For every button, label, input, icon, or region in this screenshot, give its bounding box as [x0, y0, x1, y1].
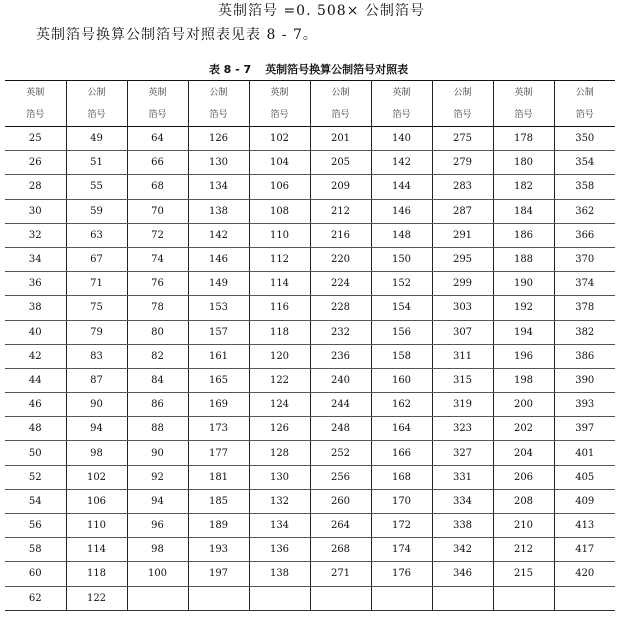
table-cell: 172	[371, 514, 432, 538]
table-cell: 216	[310, 223, 371, 247]
table-cell: 67	[66, 247, 127, 271]
table-cell: 161	[188, 344, 249, 368]
table-cell: 102	[249, 127, 310, 151]
table-cell: 170	[371, 489, 432, 513]
table-cell: 44	[5, 368, 66, 392]
table-cell: 126	[188, 127, 249, 151]
table-cell: 132	[249, 489, 310, 513]
table-row	[5, 489, 615, 513]
table-cell: 130	[249, 465, 310, 489]
table-cell: 409	[554, 489, 615, 513]
table-cell: 287	[432, 199, 493, 223]
table-cell: 271	[310, 562, 371, 586]
table-cell: 118	[66, 562, 127, 586]
column-header: 英制 箔号	[249, 81, 310, 127]
table-cell: 144	[371, 175, 432, 199]
table-body	[5, 127, 615, 611]
table-cell: 362	[554, 199, 615, 223]
table-cell: 138	[188, 199, 249, 223]
table-cell: 82	[127, 344, 188, 368]
table-cell: 200	[493, 393, 554, 417]
table-cell: 102	[66, 465, 127, 489]
table-cell: 194	[493, 320, 554, 344]
table-cell: 110	[66, 514, 127, 538]
table-cell: 140	[371, 127, 432, 151]
table-cell: 401	[554, 441, 615, 465]
column-header: 公制 箔号	[66, 81, 127, 127]
column-header: 公制 箔号	[188, 81, 249, 127]
table-cell: 224	[310, 272, 371, 296]
table-cell: 180	[493, 151, 554, 175]
table-cell: 275	[432, 127, 493, 151]
table-cell: 378	[554, 296, 615, 320]
table-row	[5, 296, 615, 320]
table-cell: 146	[371, 199, 432, 223]
table-row	[5, 393, 615, 417]
table-cell	[127, 586, 188, 610]
table-cell: 283	[432, 175, 493, 199]
table-cell: 149	[188, 272, 249, 296]
table-cell: 84	[127, 368, 188, 392]
table-cell: 264	[310, 514, 371, 538]
table-cell: 124	[249, 393, 310, 417]
table-cell: 75	[66, 296, 127, 320]
table-cell: 122	[249, 368, 310, 392]
table-title: 英制箔号换算公制箔号对照表	[265, 63, 409, 76]
table-cell: 118	[249, 320, 310, 344]
table-cell: 162	[371, 393, 432, 417]
table-cell: 311	[432, 344, 493, 368]
table-cell: 96	[127, 514, 188, 538]
table-row	[5, 272, 615, 296]
table-row	[5, 562, 615, 586]
table-cell: 196	[493, 344, 554, 368]
table-cell: 248	[310, 417, 371, 441]
table-cell: 240	[310, 368, 371, 392]
table-cell: 42	[5, 344, 66, 368]
table-cell: 86	[127, 393, 188, 417]
table-cell: 88	[127, 417, 188, 441]
table-cell: 370	[554, 247, 615, 271]
table-cell: 168	[371, 465, 432, 489]
table-row	[5, 344, 615, 368]
table-cell: 142	[371, 151, 432, 175]
table-cell: 120	[249, 344, 310, 368]
table-cell: 90	[127, 441, 188, 465]
table-cell: 98	[66, 441, 127, 465]
table-cell: 201	[310, 127, 371, 151]
table-cell: 64	[127, 127, 188, 151]
table-cell: 153	[188, 296, 249, 320]
table-cell: 134	[188, 175, 249, 199]
table-cell: 215	[493, 562, 554, 586]
table-cell: 189	[188, 514, 249, 538]
table-cell: 83	[66, 344, 127, 368]
column-header: 英制 箔号	[127, 81, 188, 127]
table-cell: 323	[432, 417, 493, 441]
table-cell: 182	[493, 175, 554, 199]
table-cell: 244	[310, 393, 371, 417]
table-cell: 126	[249, 417, 310, 441]
table-cell: 358	[554, 175, 615, 199]
table-row	[5, 586, 615, 610]
table-cell: 236	[310, 344, 371, 368]
table-cell: 212	[310, 199, 371, 223]
table-cell: 158	[371, 344, 432, 368]
table-cell: 279	[432, 151, 493, 175]
table-cell: 346	[432, 562, 493, 586]
table-cell: 78	[127, 296, 188, 320]
column-header: 公制 箔号	[554, 81, 615, 127]
table-cell: 307	[432, 320, 493, 344]
table-cell: 59	[66, 199, 127, 223]
table-cell: 150	[371, 247, 432, 271]
table-cell: 138	[249, 562, 310, 586]
table-cell: 173	[188, 417, 249, 441]
table-cell: 342	[432, 538, 493, 562]
table-cell: 405	[554, 465, 615, 489]
table-cell: 190	[493, 272, 554, 296]
table-cell: 188	[493, 247, 554, 271]
table-cell: 252	[310, 441, 371, 465]
table-cell: 62	[5, 586, 66, 610]
table-row	[5, 247, 615, 271]
table-header-row	[5, 81, 615, 127]
table-cell: 58	[5, 538, 66, 562]
table-cell: 382	[554, 320, 615, 344]
table-cell: 334	[432, 489, 493, 513]
table-cell: 51	[66, 151, 127, 175]
table-cell: 68	[127, 175, 188, 199]
table-cell: 291	[432, 223, 493, 247]
table-cell: 350	[554, 127, 615, 151]
table-cell: 36	[5, 272, 66, 296]
table-cell: 56	[5, 514, 66, 538]
table-row	[5, 127, 615, 151]
table-cell: 106	[249, 175, 310, 199]
table-row	[5, 320, 615, 344]
table-cell: 169	[188, 393, 249, 417]
table-cell: 397	[554, 417, 615, 441]
table-cell	[493, 586, 554, 610]
table-cell: 74	[127, 247, 188, 271]
table-cell: 87	[66, 368, 127, 392]
table-cell: 98	[127, 538, 188, 562]
intro-sentence: 英制箔号换算公制箔号对照表见表 8 - 7。	[36, 27, 318, 43]
table-cell: 338	[432, 514, 493, 538]
column-header: 英制 箔号	[493, 81, 554, 127]
table-cell: 209	[310, 175, 371, 199]
reed-number-conversion-table	[5, 80, 615, 611]
table-cell: 386	[554, 344, 615, 368]
table-cell: 420	[554, 562, 615, 586]
table-cell: 48	[5, 417, 66, 441]
table-number: 表 8 - 7	[208, 63, 252, 76]
table-cell: 212	[493, 538, 554, 562]
table-cell: 72	[127, 223, 188, 247]
table-cell: 299	[432, 272, 493, 296]
column-header: 英制 箔号	[371, 81, 432, 127]
table-cell: 374	[554, 272, 615, 296]
table-cell: 186	[493, 223, 554, 247]
table-cell: 76	[127, 272, 188, 296]
table-cell: 148	[371, 223, 432, 247]
table-cell: 100	[127, 562, 188, 586]
table-cell: 79	[66, 320, 127, 344]
table-cell: 181	[188, 465, 249, 489]
table-cell: 46	[5, 393, 66, 417]
table-cell: 66	[127, 151, 188, 175]
table-cell: 204	[493, 441, 554, 465]
table-cell: 413	[554, 514, 615, 538]
table-cell	[554, 586, 615, 610]
table-cell: 193	[188, 538, 249, 562]
table-cell: 94	[66, 417, 127, 441]
table-cell: 192	[493, 296, 554, 320]
table-cell: 198	[493, 368, 554, 392]
table-row	[5, 223, 615, 247]
table-cell: 268	[310, 538, 371, 562]
table-cell: 90	[66, 393, 127, 417]
table-cell: 228	[310, 296, 371, 320]
table-row	[5, 417, 615, 441]
table-cell: 160	[371, 368, 432, 392]
table-cell	[310, 586, 371, 610]
table-row	[5, 175, 615, 199]
table-row	[5, 465, 615, 489]
table-cell: 114	[249, 272, 310, 296]
table-cell: 157	[188, 320, 249, 344]
table-cell: 331	[432, 465, 493, 489]
table-cell: 71	[66, 272, 127, 296]
table-cell: 116	[249, 296, 310, 320]
table-cell: 208	[493, 489, 554, 513]
table-cell: 303	[432, 296, 493, 320]
table-cell: 152	[371, 272, 432, 296]
table-cell: 220	[310, 247, 371, 271]
table-cell: 106	[66, 489, 127, 513]
table-cell	[249, 586, 310, 610]
table-cell: 206	[493, 465, 554, 489]
table-cell: 197	[188, 562, 249, 586]
table-cell: 366	[554, 223, 615, 247]
table-cell: 260	[310, 489, 371, 513]
table-cell: 295	[432, 247, 493, 271]
table-cell: 54	[5, 489, 66, 513]
table-row	[5, 151, 615, 175]
table-cell: 130	[188, 151, 249, 175]
table-row	[5, 538, 615, 562]
table-cell: 25	[5, 127, 66, 151]
table-cell: 146	[188, 247, 249, 271]
table-cell: 63	[66, 223, 127, 247]
table-cell: 60	[5, 562, 66, 586]
table-cell: 26	[5, 151, 66, 175]
table-row	[5, 441, 615, 465]
column-header: 公制 箔号	[432, 81, 493, 127]
table-cell: 210	[493, 514, 554, 538]
table-cell: 128	[249, 441, 310, 465]
table-cell: 114	[66, 538, 127, 562]
table-row	[5, 199, 615, 223]
table-cell: 110	[249, 223, 310, 247]
table-cell: 156	[371, 320, 432, 344]
table-cell: 390	[554, 368, 615, 392]
table-cell: 112	[249, 247, 310, 271]
table-cell: 417	[554, 538, 615, 562]
table-cell: 202	[493, 417, 554, 441]
table-cell: 185	[188, 489, 249, 513]
table-cell: 178	[493, 127, 554, 151]
table-cell: 94	[127, 489, 188, 513]
table-cell: 164	[371, 417, 432, 441]
table-cell: 122	[66, 586, 127, 610]
table-cell: 393	[554, 393, 615, 417]
table-cell: 174	[371, 538, 432, 562]
table-caption	[0, 61, 617, 77]
table-cell: 52	[5, 465, 66, 489]
table-cell	[188, 586, 249, 610]
table-cell: 232	[310, 320, 371, 344]
table-cell: 315	[432, 368, 493, 392]
table-cell: 176	[371, 562, 432, 586]
table-row	[5, 514, 615, 538]
table-cell: 134	[249, 514, 310, 538]
table-cell: 104	[249, 151, 310, 175]
table-cell: 165	[188, 368, 249, 392]
table-cell: 40	[5, 320, 66, 344]
table-cell: 142	[188, 223, 249, 247]
table-cell: 49	[66, 127, 127, 151]
table-cell: 327	[432, 441, 493, 465]
table-cell	[371, 586, 432, 610]
conversion-formula: 英制箔号 =0. 508× 公制箔号	[218, 3, 425, 19]
table-cell: 166	[371, 441, 432, 465]
table-cell: 184	[493, 199, 554, 223]
table-cell: 205	[310, 151, 371, 175]
table-cell: 319	[432, 393, 493, 417]
table-cell: 28	[5, 175, 66, 199]
column-header: 英制 箔号	[5, 81, 66, 127]
table-cell: 256	[310, 465, 371, 489]
table-cell: 38	[5, 296, 66, 320]
table-cell: 154	[371, 296, 432, 320]
column-header: 公制 箔号	[310, 81, 371, 127]
table-cell: 354	[554, 151, 615, 175]
table-row	[5, 368, 615, 392]
table-cell: 50	[5, 441, 66, 465]
table-cell: 34	[5, 247, 66, 271]
table-cell: 30	[5, 199, 66, 223]
table-cell	[432, 586, 493, 610]
table-cell: 177	[188, 441, 249, 465]
table-cell: 80	[127, 320, 188, 344]
table-cell: 108	[249, 199, 310, 223]
table-cell: 55	[66, 175, 127, 199]
table-cell: 32	[5, 223, 66, 247]
table-cell: 70	[127, 199, 188, 223]
table-cell: 136	[249, 538, 310, 562]
table-cell: 92	[127, 465, 188, 489]
